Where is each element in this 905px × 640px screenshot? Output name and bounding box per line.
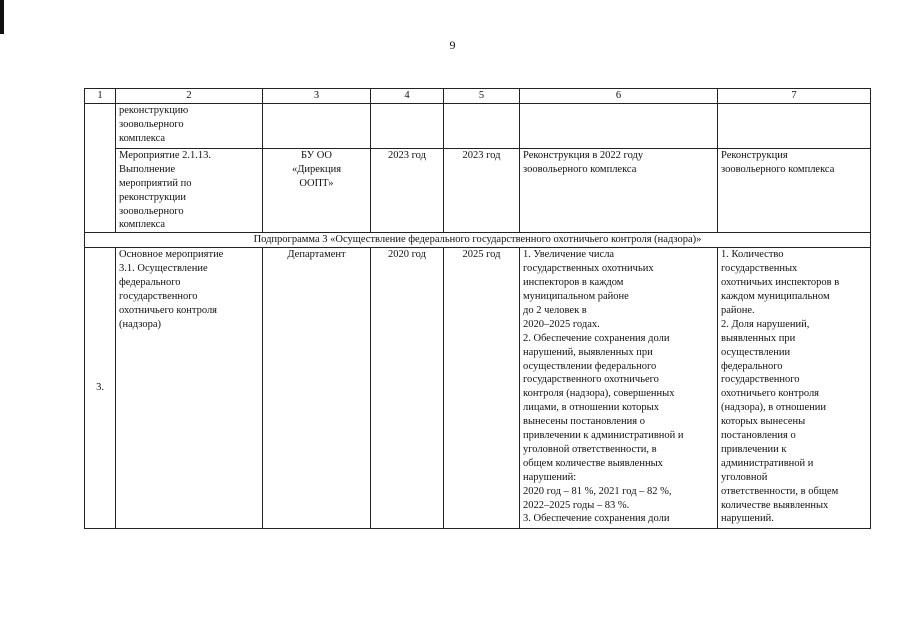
table-cell-number bbox=[85, 103, 116, 232]
table-cell-indicator bbox=[718, 103, 871, 148]
table-row bbox=[85, 248, 871, 529]
table-header-row bbox=[85, 89, 871, 104]
header-cell: 7 bbox=[718, 89, 871, 104]
table-cell-result bbox=[520, 103, 718, 148]
table-cell-measure: Мероприятие 2.1.13. Выполнение мероприятий по реконструкции зоовольерного комплекса bbox=[116, 148, 263, 232]
header-cell: 2 bbox=[116, 89, 263, 104]
table-cell-executor: Департамент bbox=[263, 248, 371, 529]
table-cell-start: 2020 год bbox=[371, 248, 444, 529]
header-cell: 6 bbox=[520, 89, 718, 104]
header-cell: 5 bbox=[444, 89, 520, 104]
table-cell-number: 3. bbox=[85, 248, 116, 529]
table-cell-indicator: 1. Количество государственных охотничьих инспекторов в каждом муниципальном районе. 2. Доля нарушений, выявленных при осуществлении федерального государственного охотничьего контроля (надзора), в отношении которых вынесены постановления о привлечении к административной и уголовной ответственности, в общем количестве выявленных нарушений. bbox=[718, 248, 871, 529]
table-cell-end: 2023 год bbox=[444, 148, 520, 232]
scan-edge-mark bbox=[0, 0, 4, 34]
table-cell-result: Реконструкция в 2022 году зоовольерного комплекса bbox=[520, 148, 718, 232]
table-cell-measure: реконструкцию зоовольерного комплекса bbox=[116, 103, 263, 148]
header-cell: 4 bbox=[371, 89, 444, 104]
table-cell-measure: Основное мероприятие 3.1. Осуществление федерального государственного охотничьего контроля (надзора) bbox=[116, 248, 263, 529]
table-cell-executor: БУ ОО «Дирекция ООПТ» bbox=[263, 148, 371, 232]
subprogram-row bbox=[85, 233, 871, 248]
table-cell-end: 2025 год bbox=[444, 248, 520, 529]
program-table bbox=[84, 88, 871, 529]
table-cell-end bbox=[444, 103, 520, 148]
table-cell-indicator: Реконструкция зоовольерного комплекса bbox=[718, 148, 871, 232]
header-cell: 1 bbox=[85, 89, 116, 104]
page-number: 9 bbox=[449, 38, 456, 52]
table-cell-start: 2023 год bbox=[371, 148, 444, 232]
table-row bbox=[85, 103, 871, 148]
table-row bbox=[85, 148, 871, 232]
table-cell-result: 1. Увеличение числа государственных охотничьих инспекторов в каждом муниципальном районе до 2 человек в 2020–2025 годах. 2. Обеспечение сохранения доли нарушений, выявленных при осуществлении федерального государственного охотничьего контроля (надзора), совершенных лицами, в отношении которых вынесены постановления о привлечении к административной и уголовной ответственности, в общем количестве выявленных нарушений: 2020 год – 81 %, 2021 год – 82 %, 2022–2025 годы – 83 %. 3. Обеспечение сохранения доли bbox=[520, 248, 718, 529]
header-cell: 3 bbox=[263, 89, 371, 104]
table-cell-executor bbox=[263, 103, 371, 148]
table-cell-start bbox=[371, 103, 444, 148]
subprogram-title: Подпрограмма 3 «Осуществление федерального государственного охотничьего контроля (надзора)» bbox=[85, 233, 871, 248]
